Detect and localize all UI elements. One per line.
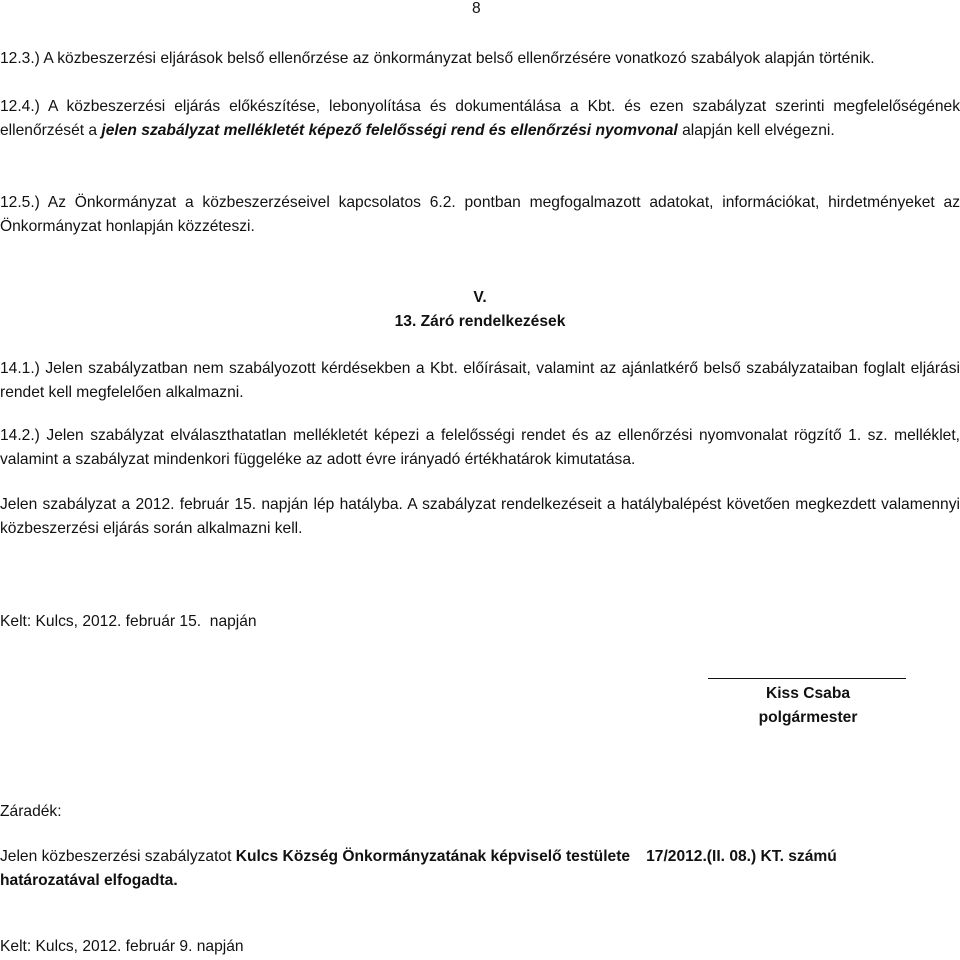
signature-role: polgármester	[758, 709, 858, 726]
zaradek-council: Kulcs Község Önkormányzatának képviselő testülete	[235, 848, 631, 865]
paragraph-12-3: 12.3.) A közbeszerzési eljárások belső ellenőrzése az önkormányzat belső ellenőrzésére vonatkozó szabályok alapján történik.	[0, 50, 875, 67]
kelt-date-2: Kelt: Kulcs, 2012. február 9. napján	[0, 938, 244, 955]
paragraph-14-2: 14.2.) Jelen szabályzat elválaszthatatlan mellékletét képezi a felelősségi rendet és az ellenőrzési nyomvonalat rögzítő 1. sz. melléklet, valamint a szabályzat mindenkori függeléke az adott évre irányadó értékhatárok kimutatása.	[0, 427, 960, 468]
paragraph-effective-date: Jelen szabályzat a 2012. február 15. napján lép hatályba. A szabályzat rendelkezéseit a hatálybalépést követően megkezdett valamennyi közbeszerzési eljárás során alkalmazni kell.	[0, 496, 960, 537]
zaradek-resolution: 17/2012.(II. 08.) KT. számú határozatával elfogadta.	[0, 848, 837, 889]
paragraph-12-5: 12.5.) Az Önkormányzat a közbeszerzéseivel kapcsolatos 6.2. pontban megfogalmazott adatokat, információkat, hirdetményeket az Önkormányzat honlapján közzéteszi.	[0, 194, 960, 235]
zaradek-text-before: Jelen közbeszerzési szabályzatot	[0, 848, 236, 865]
paragraph-12-4-text-before: 12.4.) A közbeszerzési eljárás előkészítése, lebonyolítása és dokumentálása a Kbt. és ezen szabályzat szerinti megfelelőségének ellenőrzését a	[0, 98, 960, 139]
zaradek-label: Záradék:	[0, 803, 62, 820]
section-roman-numeral: V.	[473, 289, 487, 306]
page-number: 8	[472, 0, 481, 17]
kelt-date-1: Kelt: Kulcs, 2012. február 15. napján	[0, 613, 257, 630]
signature-name: Kiss Csaba	[765, 685, 851, 702]
zaradek-text	[0, 845, 905, 893]
paragraph-12-4	[0, 95, 960, 143]
section-title: 13. Záró rendelkezések	[394, 313, 566, 330]
paragraph-14-1: 14.1.) Jelen szabályzatban nem szabályozott kérdésekben a Kbt. előírásait, valamint az ajánlatkérő belső szabályzataiban foglalt eljárási rendet kell megfelelően alkalmazni.	[0, 360, 960, 401]
paragraph-12-4-emphasis: jelen szabályzat mellékletét képező felelősségi rend és ellenőrzési nyomvonal	[101, 122, 678, 139]
paragraph-12-4-text-after: alapján kell elvégezni.	[677, 122, 835, 139]
signature-line	[708, 678, 906, 679]
